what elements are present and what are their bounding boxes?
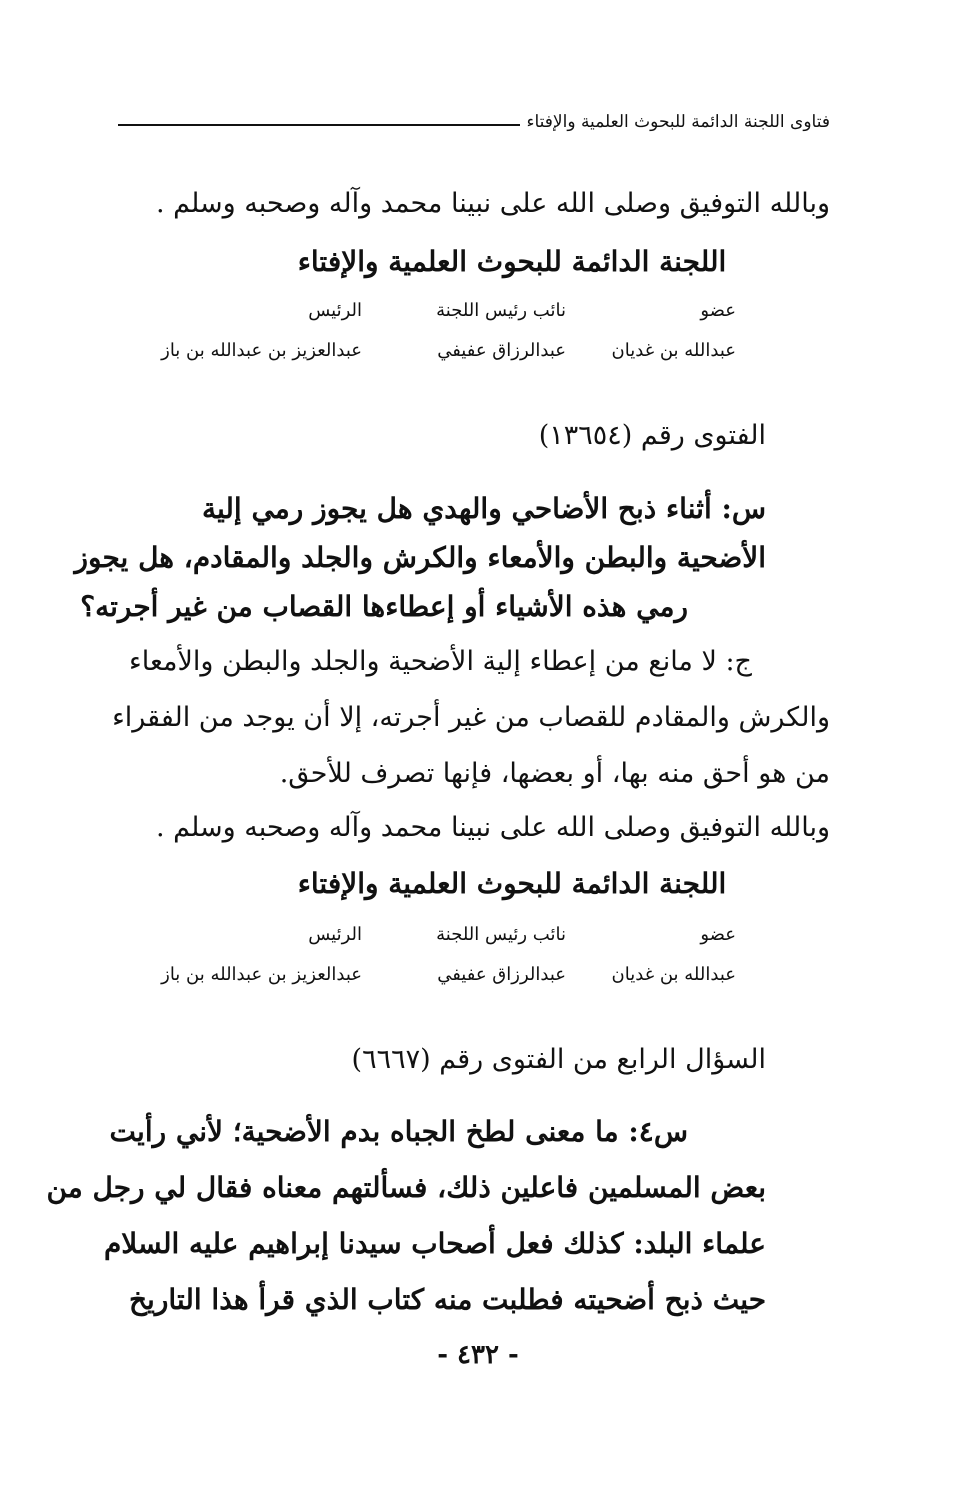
next-question-title: السؤال الرابع من الفتوى رقم (٦٦٦٧)	[351, 1044, 766, 1075]
signatory-role: عضو	[700, 924, 736, 945]
signatory-role: الرئيس	[308, 300, 362, 321]
question-line: س٤: ما معنى لطخ الجباه بدم الأضحية؛ لأني رأيت	[109, 1115, 688, 1148]
fatwa-title: الفتوى رقم (١٣٦٥٤)	[538, 420, 766, 451]
signatory-role: نائب رئيس اللجنة	[436, 300, 566, 321]
question-line: رمي هذه الأشياء أو إعطاءها القصاب من غير أجرته؟	[80, 590, 688, 623]
signatory-name: عبدالعزيز بن عبدالله بن باز	[161, 340, 362, 361]
answer-line: ج: لا مانع من إعطاء إلية الأضحية والجلد والبطن والأمعاء	[129, 646, 752, 677]
top-committee-name: اللجنة الدائمة للبحوث العلمية والإفتاء	[297, 245, 727, 278]
question-line: بعض المسلمين فاعلين ذلك، فسألتهم معناه فقال لي رجل من	[46, 1171, 766, 1204]
answer-line: والكرش والمقادم للقصاب من غير أجرته، إلا أن يوجد من الفقراء	[112, 702, 830, 733]
next-question	[46, 1104, 766, 1328]
signatory-name: عبدالرزاق عفيفي	[437, 340, 566, 361]
signatory-role: الرئيس	[308, 924, 362, 945]
signatory-name: عبدالعزيز بن عبدالله بن باز	[161, 964, 362, 985]
fatwa-blessing: وبالله التوفيق وصلى الله على نبينا محمد وآله وصحبه وسلم .	[155, 812, 830, 843]
signatory-name: عبدالله بن غديان	[611, 340, 736, 361]
fatwa-committee-name: اللجنة الدائمة للبحوث العلمية والإفتاء	[297, 867, 727, 900]
top-blessing: وبالله التوفيق وصلى الله على نبينا محمد وآله وصحبه وسلم .	[155, 188, 830, 219]
fatwa-question	[46, 484, 766, 631]
question-line: علماء البلد: كذلك فعل أصحاب سيدنا إبراهيم عليه السلام	[103, 1227, 766, 1260]
running-title: فتاوى اللجنة الدائمة للبحوث العلمية والإفتاء	[526, 112, 830, 132]
question-line: حيث ذبح أضحيته فطلبت منه كتاب الذي قرأ هذا التاريخ	[128, 1283, 766, 1316]
running-header	[118, 112, 830, 132]
signatory-role: عضو	[700, 300, 736, 321]
fatwa-answer	[110, 634, 830, 802]
answer-line: من هو أحق منه بها، أو بعضها، فإنها تصرف للأحق.	[279, 758, 830, 789]
question-line: الأضحية والبطن والأمعاء والكرش والجلد والمقادم، هل يجوز	[74, 541, 766, 574]
page-number: - ٤٣٢ -	[437, 1340, 519, 1370]
header-rule	[118, 124, 520, 126]
signatory-role: نائب رئيس اللجنة	[436, 924, 566, 945]
signatory-name: عبدالله بن غديان	[611, 964, 736, 985]
fatwa-signatures	[150, 924, 750, 1004]
signatory-name: عبدالرزاق عفيفي	[437, 964, 566, 985]
question-line: س: أثناء ذبح الأضاحي والهدي هل يجوز رمي إلية	[201, 492, 766, 525]
top-signatures	[150, 300, 750, 380]
